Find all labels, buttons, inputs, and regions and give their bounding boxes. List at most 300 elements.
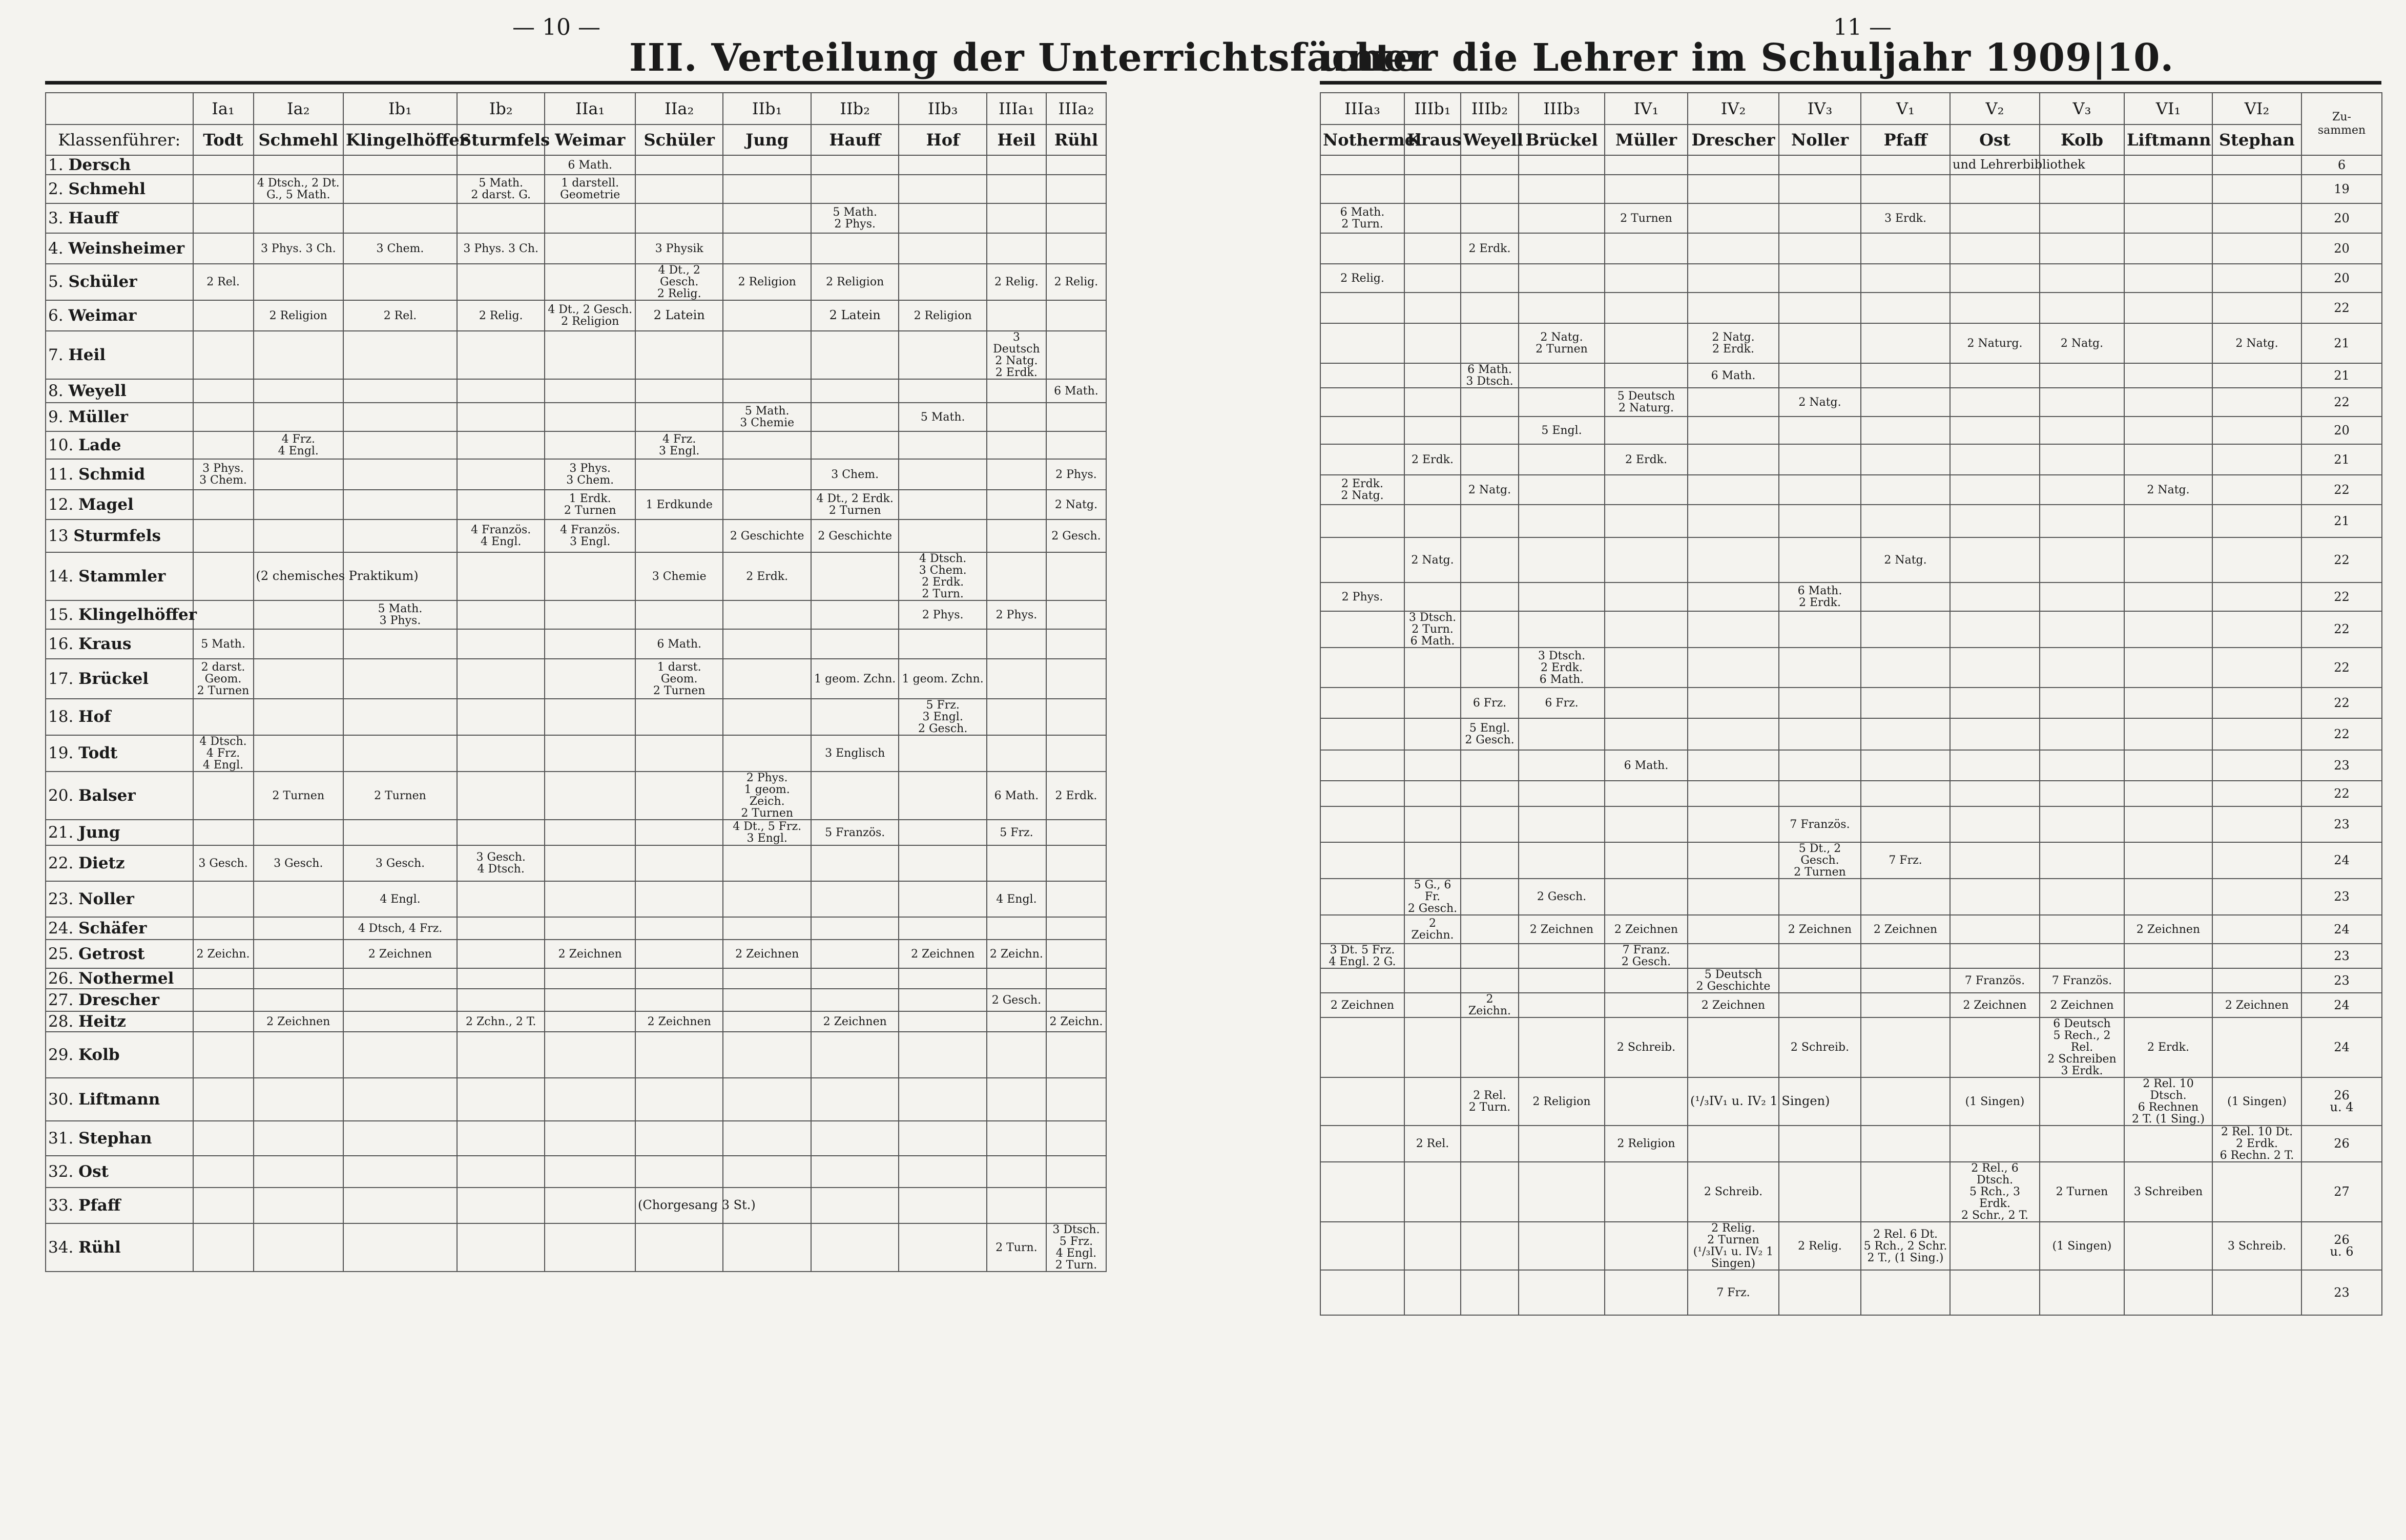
subject-cell	[1950, 879, 2040, 915]
subject-cell	[2040, 842, 2124, 879]
subject-cell	[1519, 293, 1605, 323]
subject-cell	[1605, 781, 1688, 806]
subject-cell	[545, 233, 635, 264]
subject-cell	[254, 968, 344, 989]
subject-cell	[1461, 1017, 1519, 1077]
subject-cell	[2040, 388, 2124, 417]
subject-cell	[193, 379, 254, 403]
row-total: 24	[2301, 1017, 2382, 1077]
subject-cell	[2040, 505, 2124, 537]
subject-cell	[2124, 233, 2212, 264]
subject-cell	[899, 519, 986, 552]
subject-cell	[2040, 879, 2124, 915]
teacher-number: 20.	[48, 786, 79, 805]
subject-cell	[2124, 781, 2212, 806]
subject-cell	[1519, 475, 1605, 505]
subject-cell	[1605, 648, 1688, 688]
subject-cell	[1046, 552, 1106, 600]
subject-cell	[343, 1188, 457, 1223]
subject-cell	[1861, 293, 1950, 323]
subject-cell	[1861, 1077, 1950, 1126]
teacher-row	[1320, 363, 2382, 388]
subject-cell	[343, 459, 457, 490]
subject-cell	[1519, 781, 1605, 806]
subject-cell	[545, 203, 635, 233]
subject-cell	[2212, 264, 2301, 293]
subject-cell	[254, 940, 344, 968]
row-total: 6	[2301, 155, 2382, 175]
subject-cell	[987, 1032, 1046, 1078]
subject-cell	[635, 820, 723, 845]
subject-cell	[2212, 718, 2301, 750]
subject-cell	[193, 1121, 254, 1156]
subject-cell: 2 Phys. 1 geom. Zeich. 2 Turnen	[723, 772, 811, 820]
spanning-note: 2 Latein	[829, 308, 881, 322]
class-header: IIb₁	[723, 93, 811, 124]
teacher-row	[1320, 233, 2382, 264]
subject-cell	[1519, 1270, 1605, 1315]
subject-cell: 2 Rel. 10 Dt. 2 Erdk. 6 Rechn. 2 T.	[2212, 1126, 2301, 1162]
subject-cell	[1688, 1077, 1830, 1126]
teacher-number: 34.	[48, 1238, 79, 1257]
teacher-number: 17.	[48, 669, 79, 688]
subject-cell	[1861, 175, 1950, 203]
subject-cell	[635, 175, 723, 203]
subject-cell	[1605, 293, 1688, 323]
subject-cell	[457, 659, 545, 699]
subject-cell	[987, 1121, 1046, 1156]
subject-cell	[545, 431, 635, 459]
subject-cell	[899, 1121, 986, 1156]
subject-cell	[1404, 806, 1461, 842]
class-header: Ib₂	[457, 93, 545, 124]
subject-cell	[254, 403, 344, 431]
subject-cell	[987, 1188, 1046, 1223]
spanning-note: 2 Latein	[653, 308, 705, 322]
page-number-right: 11 —	[1833, 14, 1892, 40]
subject-cell	[545, 881, 635, 917]
subject-cell: 5 Französ.	[811, 820, 899, 845]
subject-cell	[1950, 944, 2040, 968]
teacher-row	[1320, 944, 2382, 968]
subject-cell	[1861, 688, 1950, 718]
class-header: V₃	[2040, 93, 2124, 124]
right-page	[1203, 0, 2406, 1540]
subject-cell	[1320, 388, 1404, 417]
subject-cell	[1779, 475, 1861, 505]
teacher-number: 3.	[48, 209, 69, 227]
subject-cell	[1861, 968, 1950, 993]
teacher-row	[46, 699, 1106, 735]
subject-cell	[1779, 968, 1861, 993]
subject-cell	[1688, 781, 1779, 806]
subject-cell: 4 Französ. 4 Engl.	[457, 519, 545, 552]
subject-cell	[2124, 944, 2212, 968]
subject-cell: 3 Phys. 3 Chem.	[193, 459, 254, 490]
subject-cell: (1 Singen)	[1950, 1077, 2040, 1126]
subject-cell: 5 Math. 2 darst. G.	[457, 175, 545, 203]
subject-cell: 2 Turnen	[2040, 1162, 2124, 1222]
teacher-row	[46, 203, 1106, 233]
teacher-number: 9.	[48, 407, 69, 426]
subject-cell: 3 Gesch.	[193, 845, 254, 881]
subject-cell	[1861, 363, 1950, 388]
subject-cell	[2212, 363, 2301, 388]
teacher-row	[46, 968, 1106, 989]
teacher-surname: Kolb	[78, 1045, 120, 1064]
subject-cell	[1404, 388, 1461, 417]
subject-cell	[193, 1011, 254, 1032]
teacher-row	[46, 659, 1106, 699]
teacher-row	[46, 820, 1106, 845]
subject-cell: 7 Frz.	[1688, 1270, 1779, 1315]
teacher-row	[46, 989, 1106, 1011]
subject-cell: 3 Erdk.	[1861, 203, 1950, 233]
row-total: 22	[2301, 582, 2382, 611]
subject-cell: 2 darst. Geom. 2 Turnen	[193, 659, 254, 699]
subject-cell: 2 Zeichnen	[545, 940, 635, 968]
teacher-number: 13	[48, 526, 74, 545]
subject-cell	[254, 203, 344, 233]
subject-cell	[457, 820, 545, 845]
subject-cell: 2 Natg.	[2124, 475, 2212, 505]
subject-cell	[1320, 1077, 1404, 1126]
subject-cell	[343, 820, 457, 845]
teacher-number: 1.	[48, 155, 69, 174]
subject-cell	[457, 1223, 545, 1272]
row-total: 26	[2301, 1126, 2382, 1162]
row-total: 22	[2301, 388, 2382, 417]
subject-cell	[899, 203, 986, 233]
subject-cell	[1861, 505, 1950, 537]
subject-cell	[1688, 750, 1779, 781]
row-total: 22	[2301, 537, 2382, 582]
subject-cell	[2212, 1270, 2301, 1315]
teacher-surname: Müller	[68, 407, 128, 426]
class-teacher: Liftmann	[2124, 124, 2212, 155]
teacher-row	[1320, 175, 2382, 203]
teacher-name	[46, 300, 193, 331]
subject-cell	[2212, 944, 2301, 968]
row-total: 24	[2301, 915, 2382, 944]
subject-cell	[1779, 1162, 1861, 1222]
subject-cell	[254, 659, 344, 699]
subject-cell: 3 Dt. 5 Frz. 4 Engl. 2 G.	[1320, 944, 1404, 968]
teacher-surname: Balser	[78, 786, 136, 805]
teacher-number: 21.	[48, 823, 79, 842]
subject-cell	[1320, 750, 1404, 781]
subject-cell	[987, 659, 1046, 699]
subject-cell	[193, 989, 254, 1011]
teacher-name	[46, 968, 193, 989]
subject-cell	[723, 233, 811, 264]
subject-cell: 2 Zeichn.	[193, 940, 254, 968]
subject-cell: 2 Erdk.	[1461, 233, 1519, 264]
teacher-row	[1320, 1222, 2382, 1270]
teacher-name	[46, 379, 193, 403]
subject-cell	[193, 1032, 254, 1078]
subject-cell	[1950, 688, 2040, 718]
subject-cell	[1779, 233, 1861, 264]
subject-cell	[457, 772, 545, 820]
subject-cell: 5 Frz.	[987, 820, 1046, 845]
subject-cell: 1 darstell. Geometrie	[545, 175, 635, 203]
subject-cell	[811, 1121, 899, 1156]
subject-cell	[457, 629, 545, 659]
subject-cell	[545, 1011, 635, 1032]
class-header: IIIa₂	[1046, 93, 1106, 124]
subject-cell	[1046, 1078, 1106, 1121]
class-teacher: Jung	[723, 124, 811, 155]
teacher-surname: Ost	[78, 1162, 109, 1181]
subject-cell	[1461, 444, 1519, 475]
subject-cell	[635, 519, 723, 552]
subject-cell: 2 Erdk.	[723, 552, 811, 600]
subject-cell	[635, 203, 723, 233]
subject-cell	[1461, 155, 1519, 175]
subject-cell	[1688, 505, 1779, 537]
subject-cell	[1404, 781, 1461, 806]
subject-cell	[1519, 944, 1605, 968]
class-header: V₁	[1861, 93, 1950, 124]
subject-cell: 3 Gesch. 4 Dtsch.	[457, 845, 545, 881]
teacher-row	[1320, 1077, 2382, 1126]
subject-cell	[2124, 1270, 2212, 1315]
subject-cell	[1461, 582, 1519, 611]
subject-cell	[811, 699, 899, 735]
subject-cell	[1519, 993, 1605, 1017]
subject-cell	[1779, 688, 1861, 718]
teacher-surname: Stammler	[78, 567, 166, 586]
subject-cell: 2 Zeichnen	[723, 940, 811, 968]
subject-cell: 5 Math. 3 Phys.	[343, 600, 457, 629]
teacher-number: 27.	[48, 990, 79, 1009]
subject-cell	[343, 1011, 457, 1032]
subject-cell	[193, 431, 254, 459]
subject-cell	[1779, 750, 1861, 781]
subject-cell	[193, 600, 254, 629]
subject-cell: 2 Rel. 2 Turn.	[1461, 1077, 1519, 1126]
subject-cell	[1320, 1017, 1404, 1077]
subject-cell	[1861, 611, 1950, 648]
subject-cell	[1861, 993, 1950, 1017]
teacher-row	[46, 1188, 1106, 1223]
row-total: 23	[2301, 879, 2382, 915]
teacher-row	[1320, 1126, 2382, 1162]
subject-cell: 2 Erdk.	[1605, 444, 1688, 475]
subject-cell	[1688, 537, 1779, 582]
subject-cell: 3 Schreib.	[2212, 1222, 2301, 1270]
page-title-right: unter die Lehrer im Schuljahr 1909|10.	[1319, 36, 2174, 80]
row-total: 22	[2301, 648, 2382, 688]
teacher-name	[46, 1078, 193, 1121]
teacher-name	[46, 629, 193, 659]
subject-cell	[2124, 993, 2212, 1017]
teacher-row	[1320, 781, 2382, 806]
subject-cell	[2124, 175, 2212, 203]
row-total: 23	[2301, 750, 2382, 781]
subject-cell	[1320, 718, 1404, 750]
subject-cell: 5 Math.	[193, 629, 254, 659]
subject-cell	[1688, 293, 1779, 323]
subject-cell	[1605, 175, 1688, 203]
row-total: 21	[2301, 444, 2382, 475]
subject-cell	[1046, 1121, 1106, 1156]
subject-cell	[1950, 582, 2040, 611]
subject-cell	[1046, 699, 1106, 735]
page-title-left: III. Verteilung der Unterrichtsfächer	[629, 36, 1429, 80]
subject-cell	[1605, 611, 1688, 648]
subject-cell: 2 Gesch.	[1519, 879, 1605, 915]
subject-cell	[1046, 203, 1106, 233]
subject-cell	[635, 968, 723, 989]
subject-cell	[343, 989, 457, 1011]
teacher-row	[1320, 915, 2382, 944]
subject-cell	[1779, 155, 1861, 175]
subject-cell	[1320, 363, 1404, 388]
subject-cell	[987, 519, 1046, 552]
class-teacher: Stephan	[2212, 124, 2301, 155]
teacher-name	[46, 403, 193, 431]
subject-cell	[343, 629, 457, 659]
subject-cell: 2 Phys.	[987, 600, 1046, 629]
subject-cell: 5 Frz. 3 Engl. 2 Gesch.	[899, 699, 986, 735]
subject-cell	[1461, 293, 1519, 323]
subject-cell: 3 Gesch.	[343, 845, 457, 881]
subject-cell	[1605, 264, 1688, 293]
teacher-row	[1320, 417, 2382, 444]
teacher-name	[46, 519, 193, 552]
teacher-row	[1320, 648, 2382, 688]
subject-cell	[1404, 417, 1461, 444]
subject-cell: 2 Zeichnen	[2040, 993, 2124, 1017]
subject-cell	[899, 968, 986, 989]
subject-cell: 2 Naturg.	[1950, 323, 2040, 363]
subject-cell	[1779, 993, 1861, 1017]
subject-cell	[1320, 842, 1404, 879]
subject-cell	[1519, 968, 1605, 993]
teacher-name	[46, 917, 193, 940]
subject-cell: 2 Rel. 10 Dtsch. 6 Rechnen 2 T. (1 Sing.)	[2124, 1077, 2212, 1126]
subject-cell	[1861, 417, 1950, 444]
subject-cell	[723, 431, 811, 459]
subject-cell	[457, 431, 545, 459]
subject-cell	[1605, 233, 1688, 264]
subject-cell	[2212, 582, 2301, 611]
subject-cell	[1046, 1032, 1106, 1078]
subject-cell	[193, 1078, 254, 1121]
class-teacher: Todt	[193, 124, 254, 155]
teacher-surname: Schäfer	[78, 919, 147, 938]
subject-cell	[1779, 323, 1861, 363]
subject-cell	[1320, 611, 1404, 648]
subject-cell	[1461, 175, 1519, 203]
subject-cell	[987, 1011, 1046, 1032]
row-total: 21	[2301, 363, 2382, 388]
subject-cell	[1461, 1162, 1519, 1222]
subject-cell	[1688, 944, 1779, 968]
subject-cell	[457, 881, 545, 917]
subject-cell	[899, 233, 986, 264]
row-total: 21	[2301, 505, 2382, 537]
teacher-surname: Lade	[78, 435, 121, 454]
subject-cell: 2 Natg.	[1461, 475, 1519, 505]
subject-cell	[899, 264, 986, 300]
subject-cell	[545, 772, 635, 820]
subject-cell	[1950, 842, 2040, 879]
teacher-row	[1320, 806, 2382, 842]
subject-cell	[811, 175, 899, 203]
subject-cell: 7 Französ.	[1779, 806, 1861, 842]
subject-cell	[1950, 806, 2040, 842]
teacher-number: 8.	[48, 381, 69, 400]
teacher-row	[1320, 537, 2382, 582]
class-header: IV₃	[1779, 93, 1861, 124]
teacher-number: 4.	[48, 239, 69, 258]
subject-cell: 3 Schreiben	[2124, 1162, 2212, 1222]
subject-cell	[1950, 1222, 2040, 1270]
class-teacher-row	[1320, 124, 2382, 155]
subject-cell	[193, 403, 254, 431]
subject-cell	[1605, 475, 1688, 505]
subject-cell: 2 Zeichnen	[1861, 915, 1950, 944]
subject-cell	[1779, 264, 1861, 293]
subject-cell	[635, 845, 723, 881]
subject-cell	[1861, 718, 1950, 750]
subject-cell	[193, 1223, 254, 1272]
subject-cell	[1688, 879, 1779, 915]
subject-cell	[1688, 475, 1779, 505]
subject-cell	[343, 203, 457, 233]
subject-cell: 6 Frz.	[1461, 688, 1519, 718]
left-distribution-table	[45, 92, 1107, 1272]
title-rule-right	[1320, 81, 2381, 85]
subject-cell	[1688, 417, 1779, 444]
row-total: 22	[2301, 611, 2382, 648]
subject-cell	[987, 403, 1046, 431]
subject-cell	[254, 490, 344, 519]
subject-cell	[1320, 537, 1404, 582]
subject-cell	[1046, 968, 1106, 989]
class-teacher: Nothermel	[1320, 124, 1404, 155]
subject-cell	[457, 735, 545, 772]
subject-cell	[2212, 879, 2301, 915]
subject-cell	[254, 881, 344, 917]
subject-cell	[723, 659, 811, 699]
teacher-row	[1320, 444, 2382, 475]
subject-cell: 4 Dtsch., 2 Dt. G., 5 Math.	[254, 175, 344, 203]
teacher-row	[1320, 718, 2382, 750]
subject-cell: 5 Dt., 2 Gesch. 2 Turnen	[1779, 842, 1861, 879]
page-number-left: — 10 —	[512, 14, 600, 40]
subject-cell	[1688, 203, 1779, 233]
subject-cell	[899, 331, 986, 379]
subject-cell	[635, 155, 723, 175]
teacher-name	[46, 940, 193, 968]
subject-cell	[1404, 648, 1461, 688]
teacher-surname: Schüler	[68, 273, 137, 291]
subject-cell	[1950, 444, 2040, 475]
subject-cell	[1779, 417, 1861, 444]
subject-cell	[899, 772, 986, 820]
class-header: IIIa₃	[1320, 93, 1404, 124]
subject-cell: 6 Math.	[1688, 363, 1779, 388]
subject-cell	[1519, 175, 1605, 203]
teacher-name	[46, 1032, 193, 1078]
subject-cell	[254, 1032, 344, 1078]
subject-cell	[635, 403, 723, 431]
subject-cell	[1461, 203, 1519, 233]
